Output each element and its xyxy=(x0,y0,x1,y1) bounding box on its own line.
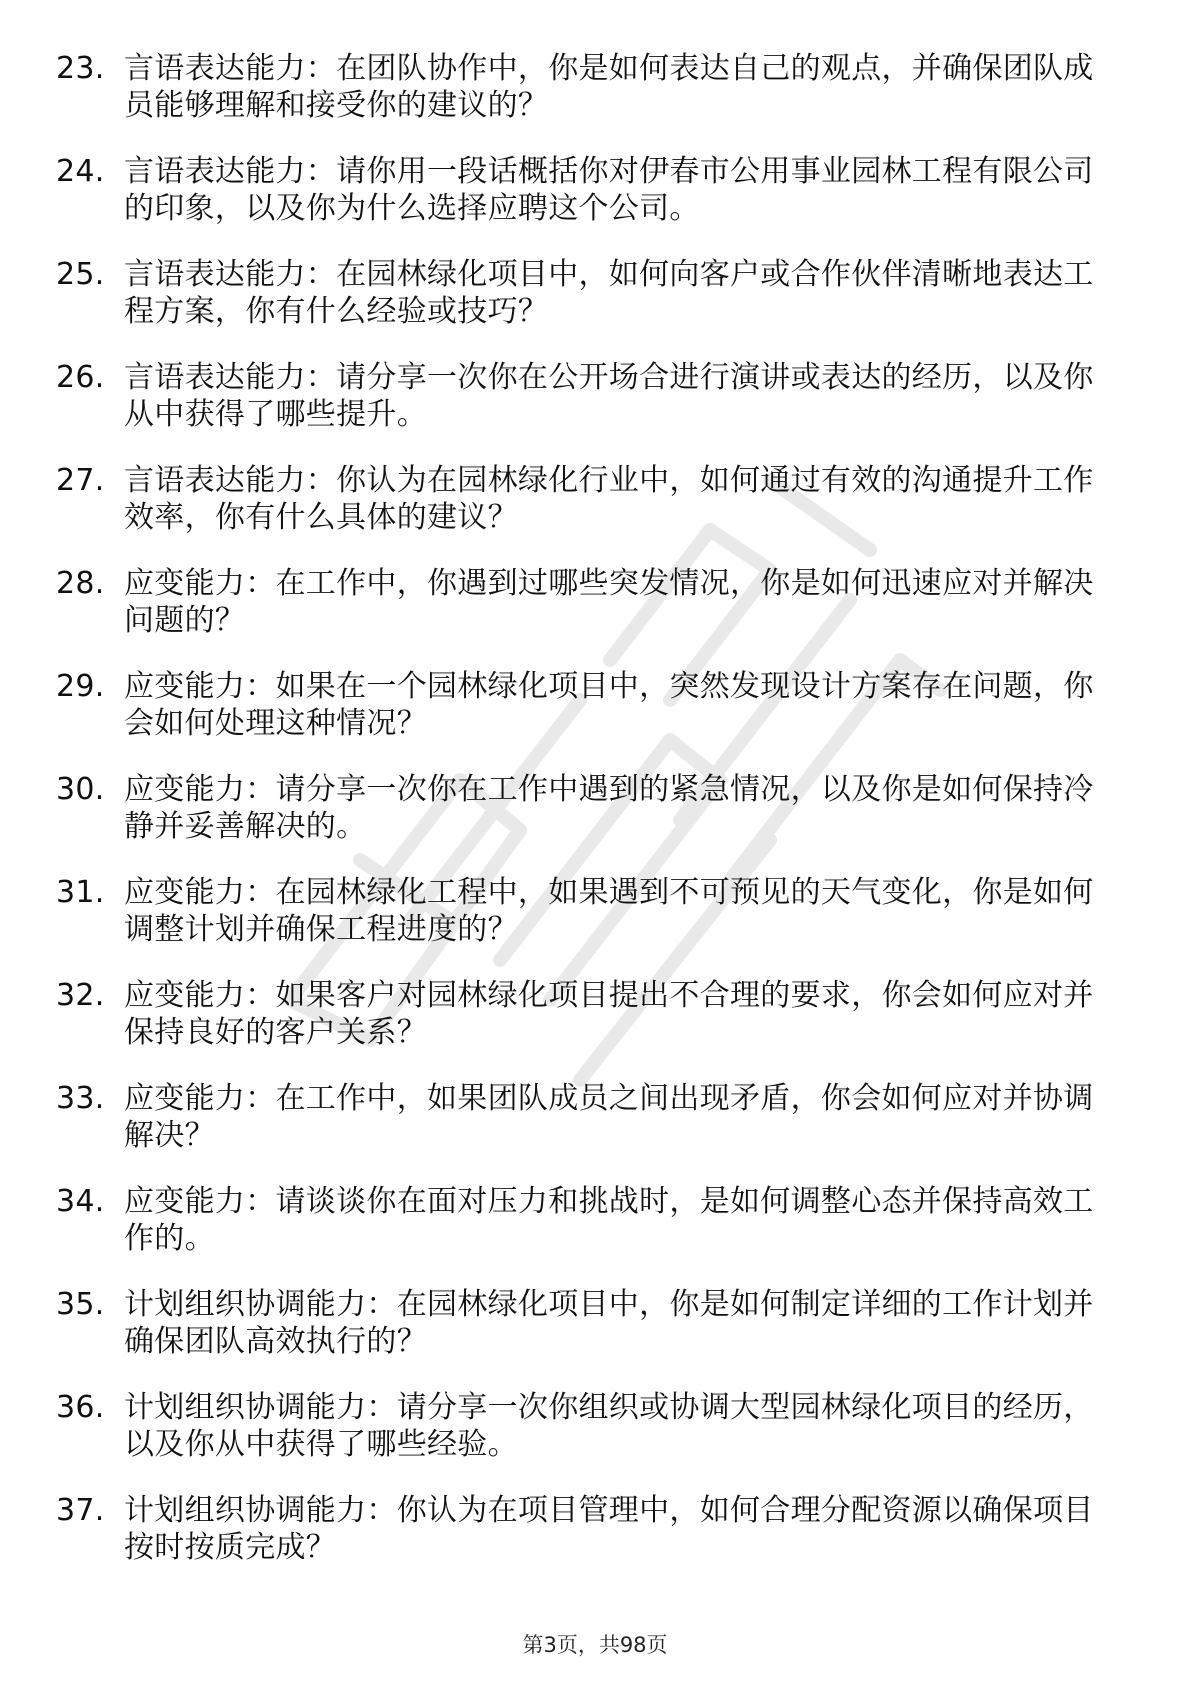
question-text: 应变能力：请分享一次你在工作中遇到的紧急情况，以及你是如何保持冷静并妥善解决的。 xyxy=(124,772,1094,844)
question-text: 应变能力：如果在一个园林绿化项目中，突然发现设计方案存在问题，你会如何处理这种情况？ xyxy=(124,669,1094,741)
list-item xyxy=(56,977,1116,1051)
question-list xyxy=(56,50,1116,1595)
list-item xyxy=(56,874,1116,948)
question-number: 34. xyxy=(56,1184,105,1219)
question-number: 29. xyxy=(56,669,105,704)
list-item xyxy=(56,1080,1116,1154)
question-number: 37. xyxy=(56,1493,105,1528)
question-number: 26. xyxy=(56,360,105,395)
list-item xyxy=(56,1389,1116,1463)
list-item xyxy=(56,256,1116,330)
question-number: 35. xyxy=(56,1287,105,1322)
question-text: 应变能力：在工作中，你遇到过哪些突发情况，你是如何迅速应对并解决问题的？ xyxy=(124,566,1094,638)
question-text: 言语表达能力：请你用一段话概括你对伊春市公用事业园林工程有限公司的印象，以及你为什么选择应聘这个公司。 xyxy=(124,154,1094,226)
question-number: 32. xyxy=(56,978,105,1013)
list-item xyxy=(56,359,1116,433)
question-number: 33. xyxy=(56,1081,105,1116)
question-text: 言语表达能力：你认为在园林绿化行业中，如何通过有效的沟通提升工作效率，你有什么具体的建议？ xyxy=(124,463,1094,535)
list-item xyxy=(56,153,1116,227)
question-text: 言语表达能力：请分享一次你在公开场合进行演讲或表达的经历，以及你从中获得了哪些提升。 xyxy=(124,360,1094,432)
list-item xyxy=(56,1183,1116,1257)
question-number: 25. xyxy=(56,257,105,292)
list-item xyxy=(56,50,1116,124)
question-text: 应变能力：在园林绿化工程中，如果遇到不可预见的天气变化，你是如何调整计划并确保工程进度的？ xyxy=(124,875,1094,947)
question-number: 30. xyxy=(56,772,105,807)
question-text: 计划组织协调能力：请分享一次你组织或协调大型园林绿化项目的经历，以及你从中获得了哪些经验。 xyxy=(124,1390,1094,1462)
question-text: 计划组织协调能力：你认为在项目管理中，如何合理分配资源以确保项目按时按质完成？ xyxy=(124,1493,1094,1565)
list-item xyxy=(56,462,1116,536)
question-number: 31. xyxy=(56,875,105,910)
question-text: 言语表达能力：在园林绿化项目中，如何向客户或合作伙伴清晰地表达工程方案，你有什么经验或技巧？ xyxy=(124,257,1094,329)
question-text: 应变能力：如果客户对园林绿化项目提出不合理的要求，你会如何应对并保持良好的客户关系？ xyxy=(124,978,1094,1050)
question-text: 应变能力：请谈谈你在面对压力和挑战时，是如何调整心态并保持高效工作的。 xyxy=(124,1184,1094,1256)
question-text: 言语表达能力：在团队协作中，你是如何表达自己的观点，并确保团队成员能够理解和接受你的建议的？ xyxy=(124,51,1094,123)
question-number: 28. xyxy=(56,566,105,601)
list-item xyxy=(56,1286,1116,1360)
question-text: 计划组织协调能力：在园林绿化项目中，你是如何制定详细的工作计划并确保团队高效执行的？ xyxy=(124,1287,1094,1359)
question-number: 36. xyxy=(56,1390,105,1425)
question-number: 24. xyxy=(56,154,105,189)
question-number: 27. xyxy=(56,463,105,498)
question-number: 23. xyxy=(56,51,105,86)
list-item xyxy=(56,771,1116,845)
page-footer: 第3页，共98页 xyxy=(522,1633,668,1657)
list-item xyxy=(56,668,1116,742)
question-text: 应变能力：在工作中，如果团队成员之间出现矛盾，你会如何应对并协调解决？ xyxy=(124,1081,1094,1153)
list-item xyxy=(56,565,1116,639)
list-item xyxy=(56,1492,1116,1566)
